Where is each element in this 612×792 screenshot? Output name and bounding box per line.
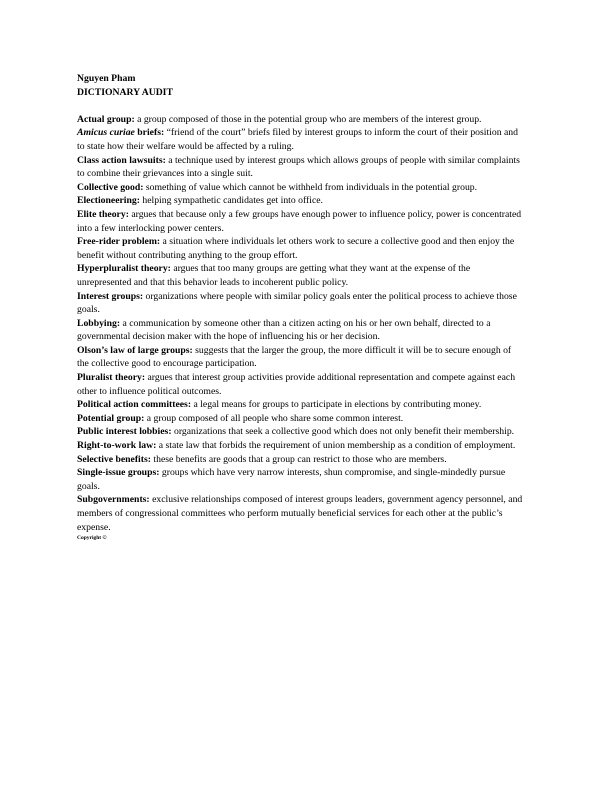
entry-term: Political action committees: [77, 399, 192, 411]
entry-definition: exclusive relationships composed of interest groups leaders, government agency personnel, and members of congressional committees who perform mutually beneficial services for each other at the public’s expense. [77, 494, 523, 533]
entry-lobbying [77, 317, 525, 344]
entry-potential-group [77, 412, 525, 426]
entry-term: Elite theory: [77, 208, 129, 220]
entry-hyperpluralist-theory [77, 262, 525, 289]
entry-definition: argues that interest group activities provide additional representation and compete against each other to influence political outcomes. [77, 372, 516, 397]
entry-definition: argues that too many groups are getting what they want at the expense of the unrepresented and that this behavior leads to incoherent public policy. [77, 263, 471, 288]
author-name: Nguyen Pham [77, 73, 136, 84]
entry-definition: a communication by someone other than a citizen acting on his or her own behalf, directed to a governmental decision maker with the hope of influencing his or her decision. [77, 317, 491, 343]
entry-definition: suggests that the larger the group, the more difficult it will be to secure enough of the collective good to encourage participation. [77, 344, 512, 370]
entry-interest-groups [77, 290, 525, 317]
entry-elite-theory [77, 208, 525, 235]
document-page [77, 72, 525, 542]
entry-definition: something of value which cannot be withheld from individuals in the potential group. [143, 181, 478, 193]
entry-definition: a group composed of all people who share some common interest. [144, 412, 404, 424]
entry-political-action-committees [77, 398, 525, 412]
entry-term: Interest groups: [77, 290, 144, 302]
entry-subgovernments [77, 493, 525, 534]
entry-selective-benefits [77, 453, 525, 467]
entry-term: Subgovernments: [77, 494, 150, 506]
entry-right-to-work-law [77, 439, 525, 453]
entry-amicus-curiae-briefs [77, 126, 525, 153]
entry-term-italic: Amicus curiae [77, 127, 135, 139]
entry-class-action-lawsuits [77, 154, 525, 181]
entry-term: Potential group: [77, 412, 145, 424]
entry-term: Olson’s law of large groups: [77, 344, 193, 356]
entry-electioneering [77, 194, 525, 208]
entry-term: Hyperpluralist theory: [77, 263, 171, 275]
entry-term: Selective benefits: [77, 453, 151, 465]
entry-definition: a state law that forbids the requirement of union membership as a condition of employment. [156, 440, 516, 452]
entry-term: Collective good: [77, 181, 144, 193]
entry-definition: argues that because only a few groups have enough power to influence policy, power is concentrated into a few interlocking power centers. [77, 208, 522, 234]
entry-definition: organizations where people with similar policy goals enter the political process to achieve those goals. [77, 290, 517, 316]
entry-definition: groups which have very narrow interests, shun compromise, and single-mindedly pursue goals. [77, 467, 506, 492]
entry-actual-group [77, 113, 525, 127]
entry-pluralist-theory [77, 371, 525, 398]
entry-term: Pluralist theory: [77, 372, 146, 384]
copyright-notice: Copyright © [77, 535, 107, 542]
entry-definition: “friend of the court” briefs filed by interest groups to inform the court of their position and to state how their welfare would be affected by a ruling. [77, 127, 518, 152]
entry-single-issue-groups [77, 466, 525, 493]
document-title: DICTIONARY AUDIT [77, 86, 173, 98]
entry-definition: helping sympathetic candidates get into office. [139, 195, 323, 207]
entry-definition: a legal means for groups to participate in elections by contributing money. [191, 399, 482, 411]
entry-olsons-law [77, 344, 525, 371]
entry-definition: these benefits are goods that a group can restrict to those who are members. [150, 453, 447, 465]
entry-term: Electioneering: [77, 195, 140, 207]
entry-term: Class action lawsuits: [77, 154, 166, 166]
spacer [77, 99, 525, 113]
entry-term: Right-to-work law: [77, 440, 157, 452]
entry-term: Single-issue groups: [77, 467, 160, 479]
entry-collective-good [77, 181, 525, 195]
entry-term: Actual group: [77, 113, 135, 125]
entry-definition: organizations that seek a collective good which does not only benefit their membership. [171, 426, 515, 438]
entry-term: Free-rider problem: [77, 236, 161, 248]
entry-term: Lobbying: [77, 317, 121, 329]
entry-term: Public interest lobbies: [77, 426, 172, 438]
entry-free-rider-problem [77, 235, 525, 262]
entry-definition: a group composed of those in the potential group who are members of the interest group. [134, 113, 482, 125]
entry-definition: a situation where individuals let others work to secure a collective good and then enjoy the benefit without contributing anything to the group effort. [77, 236, 515, 261]
entry-term: briefs: [134, 127, 165, 139]
entry-definition: a technique used by interest groups which allows groups of people with similar complaints to combine their grievances into a single suit. [77, 154, 520, 180]
entry-public-interest-lobbies [77, 425, 525, 439]
